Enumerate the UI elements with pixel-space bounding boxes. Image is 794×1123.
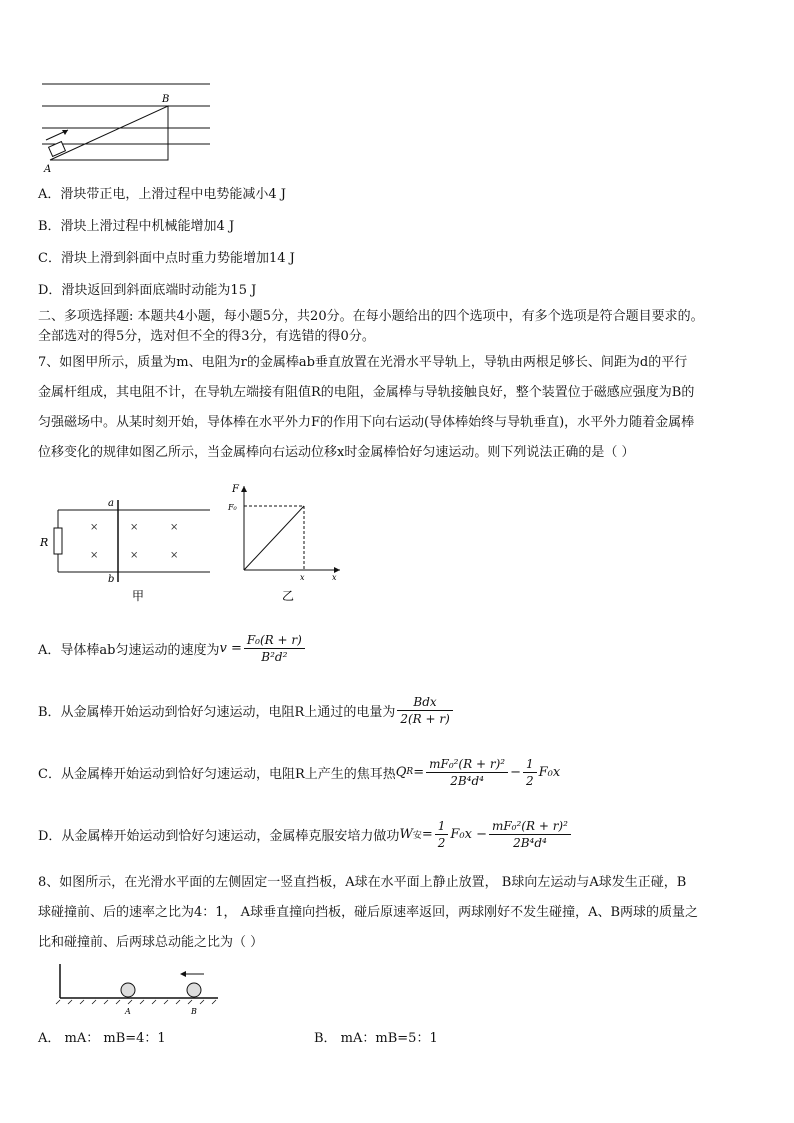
- q7-stem-line1: 7、如图甲所示，质量为m、电阻为r的金属棒ab垂直放置在光滑水平导轨上，导轨由两根足够长、间距为d的平行: [38, 355, 688, 370]
- q7-option-a-fraction: $\frac{\text{F₀(R + r)}}{\text{B²d²}}$: [244, 632, 305, 665]
- tick-label-x: x: [300, 573, 305, 582]
- q7-option-a-text: A．导体棒ab匀速运动的速度为: [38, 642, 220, 658]
- q8-stem-line3: 比和碰撞前、后两球总动能之比为（ ）: [38, 935, 264, 950]
- q7-option-d: D．从金属棒开始运动到恰好匀速运动，金属棒克服安培力做功 W 安 = $\frac{1}{2}$ F₀x − $\frac{\text{mF₀²(R + r)²}}{\text{2B⁴d⁴}}$: [38, 814, 573, 854]
- q7-stem-line2: 金属杆组成，其电阻不计，在导轨左端接有阻值R的电阻，金属棒与导轨接触良好，整个装置位于磁感应强度为B的: [38, 385, 695, 400]
- field-cross: ×: [170, 550, 179, 561]
- field-cross: ×: [130, 550, 139, 561]
- q7-option-d-text: D．从金属棒开始运动到恰好匀速运动，金属棒克服安培力做功: [38, 828, 400, 844]
- q8-stem-line1: 8、如图所示，在光滑水平面的左侧固定一竖直挡板，A球在水平面上静止放置， B球向左运动与A球发生正碰，B: [38, 875, 687, 890]
- label-r: R: [40, 536, 49, 549]
- caption-jia: 甲: [132, 589, 145, 603]
- q7-option-b-text: B．从金属棒开始运动到恰好匀速运动，电阻R上通过的电量为: [38, 704, 396, 720]
- q6-option-c: C．滑块上滑到斜面中点时重力势能增加14 J: [38, 251, 295, 266]
- q7-option-a-lhs: v =: [219, 640, 242, 656]
- incline-figure: [38, 76, 218, 176]
- collision-figure: [52, 962, 222, 1018]
- label-a: a: [108, 498, 114, 509]
- label-a: A: [44, 164, 52, 175]
- q7-option-c: C．从金属棒开始运动到恰好匀速运动，电阻R上产生的焦耳热 Q R = $\frac{\text{mF₀²(R + r)²}}{\text{2B⁴d⁴}}$ − $\frac{1}{2}$ F₀x: [38, 756, 561, 788]
- label-b: B: [191, 1007, 197, 1016]
- q8-option-a: A． mA： mB=4：1: [38, 1031, 166, 1046]
- q7-option-d-fraction: $\frac{\text{mF₀²(R + r)²}}{\text{2B⁴d⁴}}$: [489, 818, 571, 851]
- axis-label-f: F: [232, 484, 239, 495]
- q8-stem-line2: 球碰撞前、后的速率之比为4：1， A球垂直撞向挡板，碰后原速率返回，两球刚好不发生碰撞，A、B两球的质量之: [38, 905, 699, 920]
- q6-option-b: B．滑块上滑过程中机械能增加4 J: [38, 219, 235, 234]
- q7-option-b: [38, 690, 455, 730]
- label-a: A: [125, 1007, 131, 1016]
- label-b: B: [162, 94, 170, 105]
- q7-stem-line3: 匀强磁场中。从某时刻开始，导体棒在水平外力F的作用下向右运动(导体棒始终与导轨垂直)，水平外力随着金属棒: [38, 415, 695, 430]
- q8-option-b: B． mA：mB=5：1: [314, 1031, 438, 1046]
- q6-option-d: D．滑块返回到斜面底端时动能为15 J: [38, 283, 257, 298]
- q7-option-c-half: $\frac{1}{2}$: [523, 756, 537, 789]
- section2-line2: 全部选对的得5分，选对但不全的得3分，有选错的得0分。: [38, 329, 375, 344]
- caption-yi: 乙: [282, 589, 295, 603]
- field-cross: ×: [90, 550, 99, 561]
- field-cross: ×: [170, 522, 179, 533]
- q7-option-c-text: C．从金属棒开始运动到恰好匀速运动，电阻R上产生的焦耳热: [38, 766, 396, 782]
- q6-option-a: A．滑块带正电，上滑过程中电势能减小4 J: [38, 187, 287, 202]
- field-cross: ×: [90, 522, 99, 533]
- q7-option-a: [38, 628, 307, 668]
- field-cross: ×: [130, 522, 139, 533]
- section2-line1: 二、多项选择题: 本题共4小题，每小题5分，共20分。在每小题给出的四个选项中，有多个选项是符合题目要求的。: [38, 309, 704, 324]
- rail-circuit-figure: [38, 494, 218, 604]
- label-b: b: [108, 574, 115, 585]
- q7-option-c-fraction: $\frac{\text{mF₀²(R + r)²}}{\text{2B⁴d⁴}}$: [426, 756, 508, 789]
- force-graph-figure: [226, 480, 346, 604]
- q7-stem-line4: 位移变化的规律如图乙所示，当金属棒向右运动位移x时金属棒恰好匀速运动。则下列说法正确的是（ ）: [38, 445, 635, 460]
- q7-option-b-fraction: $\frac{\text{Bdx}}{2(R + r)}$: [397, 694, 452, 727]
- q7-option-d-half: $\frac{1}{2}$: [435, 818, 449, 851]
- axis-label-f0: F₀: [228, 503, 237, 512]
- axis-label-x: x: [332, 573, 337, 582]
